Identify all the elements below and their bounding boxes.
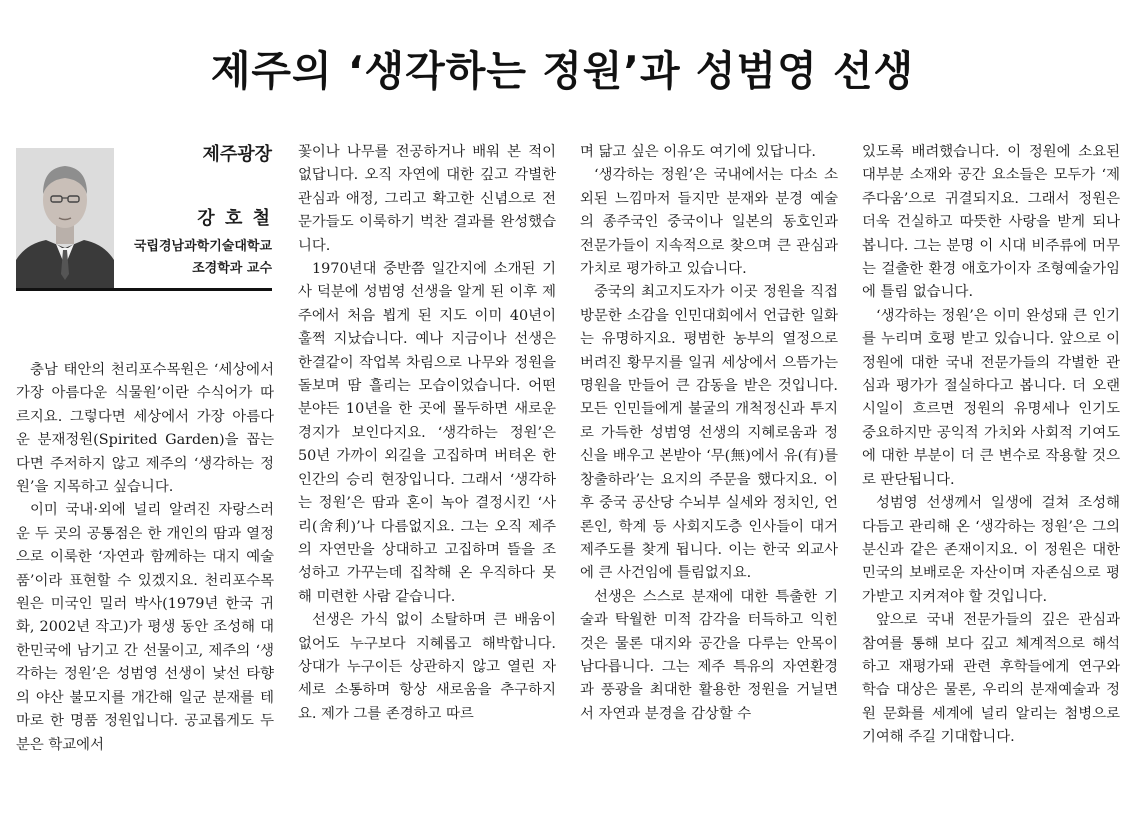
paragraph: ‘생각하는 정원’은 이미 완성돼 큰 인기를 누리며 호평 받고 있습니다. 앞으로 이 정원에 대한 국내 전문가들의 각별한 관심과 평가가 절실하다고 봅니다. 더 오랜 시일이 흐르면 정원의 유명세나 인기도 중요하지만 공익적 가치와 사회적 기여도에 대한 부분이 더 큰 변수로 작용할 것으로 판단됩니다. bbox=[862, 307, 1120, 488]
article-column-1 bbox=[16, 359, 274, 757]
paragraph: 선생은 가식 없이 소탈하며 큰 배움이 없어도 누구보다 지혜롭고 해박합니다. 상대가 누구이든 상관하지 않고 열린 자세로 소통하며 항상 새로움을 추구하지요. 제가 그를 존경하고 따르 bbox=[298, 612, 556, 722]
paragraph: 성범영 선생께서 일생에 걸쳐 조성해 다듬고 관리해 온 ‘생각하는 정원’은 그의 분신과 같은 존재이지요. 이 정원은 대한민국의 보배로운 자산이며 자존심으로 평가받고 지켜져야 할 것입니다. bbox=[862, 495, 1120, 605]
affiliation-line: 조경학과 교수 bbox=[192, 261, 272, 276]
paragraph: 이미 국내·외에 널리 알려진 자랑스러운 두 곳의 공통점은 한 개인의 땀과 열정으로 이룩한 ‘자연과 함께하는 대지 예술품’이라 표현할 수 있겠지요. 천리포수목원은 미국인 밀러 박사(1979년 한국 귀화, 2002년 작고)가 평생 동안 조성해 대한민국에 남기고 간 선물이고, 제주의 ‘생각하는 정원’은 성범영 선생이 낯선 타향의 야산 불모지를 개간해 일군 분재를 테마로 한 명품 정원입니다. 공교롭게도 두 분은 학교에서 bbox=[16, 502, 274, 753]
paragraph: 있도록 배려했습니다. 이 정원에 소요된 대부분 소재와 공간 요소들은 모두가 ‘제주다움’으로 귀결되지요. 그래서 정원은 더욱 건실하고 따뜻한 사랑을 받게 되나 봅니다. 그는 분명 이 시대 비주류에 머무는 걸출한 환경 애호가이자 조형예술가임에 틀림 없습니다. bbox=[862, 144, 1120, 301]
paragraph: 앞으로 국내 전문가들의 깊은 관심과 참여를 통해 보다 깊고 체계적으로 해석하고 재평가돼 관련 후학들에게 연구와 학습 대상은 물론, 우리의 분재예술과 정원 문화를 세계에 널리 알리는 첨병으로 기여해 주길 기대합니다. bbox=[862, 612, 1120, 746]
paragraph: 며 닮고 싶은 이유도 여기에 있답니다. bbox=[580, 144, 816, 160]
paragraph: ‘생각하는 정원’은 국내에서는 다소 소외된 느낌마저 들지만 분재와 분경 예술의 종주국인 중국이나 일본의 동호인과 전문가들이 지속적으로 찾으며 큰 관심과 가치로 평가하고 있습니다. bbox=[580, 167, 838, 278]
author-name: 강 호 철 bbox=[197, 208, 272, 229]
paragraph: 꽃이나 나무를 전공하거나 배워 본 적이 없답니다. 오직 자연에 대한 깊고 각별한 관심과 애정, 그리고 확고한 신념으로 전문가들도 이룩하기 벅찬 결과를 완성했습니다. bbox=[298, 144, 556, 254]
article-column-3 bbox=[580, 141, 838, 726]
author-affiliation bbox=[134, 236, 272, 280]
article-column-2 bbox=[298, 141, 556, 726]
paragraph: 중국의 최고지도자가 이곳 정원을 직접 방문한 소감을 인민대회에서 언급한 일화는 유명하지요. 평범한 농부의 열정으로 버려진 황무지를 일궈 세상에서 으뜸가는 명원을 만들어 큰 감동을 받은 것입니다. 모든 인민들에게 불굴의 개척정신과 투지로 가득한 성범영 선생의 지혜로움과 정신을 배우고 본받아 ‘무(無)에서 유(有)를 창출하라’는 요지의 주문을 했다지요. 이후 중국 공산당 수뇌부 실세와 정치인, 언론인, 학계 등 사회지도층 인사들이 대거 제주도를 찾게 됩니다. 이는 한국 외교사에 큰 사건임에 틀림없지요. bbox=[580, 284, 838, 582]
paragraph: 선생은 스스로 분재에 대한 특출한 기술과 탁월한 미적 감각을 터득하고 익힌 것은 물론 대지와 공간을 다루는 안목이 남다릅니다. 그는 제주 특유의 자연환경과 풍광을 최대한 활용한 정원을 거닐면서 자연과 분경을 감상할 수 bbox=[580, 588, 838, 722]
paragraph: 1970년대 중반쯤 일간지에 소개된 기사 덕분에 성범영 선생을 알게 된 이후 제주에서 처음 뵙게 된 지도 이미 40년이 훌쩍 지났습니다. 예나 지금이나 선생은 한결같이 작업복 차림으로 나무와 정원을 돌보며 땀 흘리는 모습이었습니다. 어떤 분야든 10년을 한 곳에 몰두하면 새로운 경지가 보인다지요. ‘생각하는 정원’은 50년 가까이 외길을 고집하며 버텨온 한 인간의 승리 현장입니다. 그래서 ‘생각하는 정원’은 땀과 혼이 녹아 결정시킨 ‘사리(舍利)’나 다름없지요. 그는 오직 제주의 자연만을 상대하고 고집하며 뜰을 조성하고 가꾸는데 집착해 온 우직하다 못 해 미련한 사람 같습니다. bbox=[298, 261, 556, 605]
byline-divider bbox=[16, 288, 272, 291]
section-name: 제주광장 bbox=[202, 144, 272, 165]
byline-box bbox=[16, 140, 272, 292]
affiliation-line: 국립경남과학기술대학교 bbox=[133, 239, 272, 254]
author-portrait-icon bbox=[16, 148, 114, 288]
paragraph: 충남 태안의 천리포수목원은 ‘세상에서 가장 아름다운 식물원’이란 수식어가 따르지요. 그렇다면 세상에서 가장 아름다운 분재정원(Spirited Garden)을 꼽는다면 주저하지 않고 제주의 ‘생각하는 정원’을 지목하고 싶습니다. bbox=[16, 362, 274, 496]
article-column-4 bbox=[862, 141, 1120, 750]
article-headline: 제주의 ‘생각하는 정원’과 성범영 선생 bbox=[210, 47, 915, 95]
